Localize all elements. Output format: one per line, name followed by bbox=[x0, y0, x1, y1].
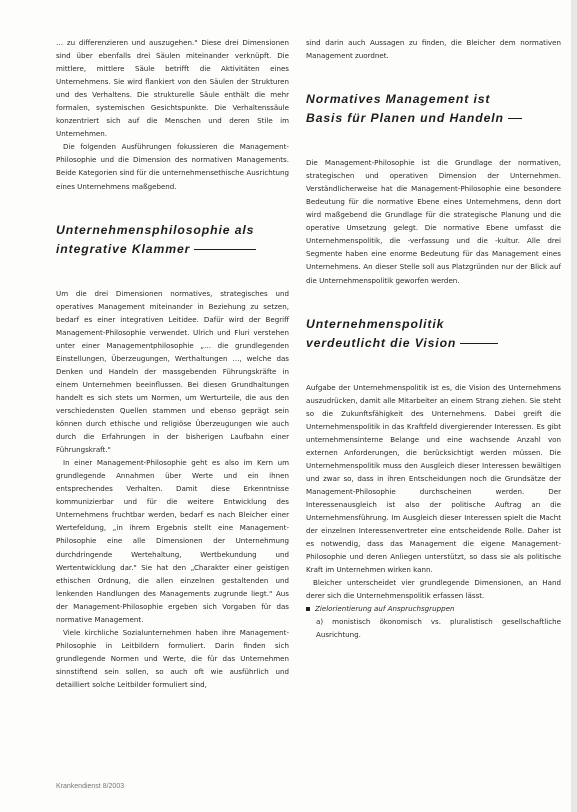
paragraph: … zu differenzieren und auszugehen." Diese drei Dimensionen sind über ebenfalls drei Säulen miteinander verknüpft. Die mittlere, mittlere Säule betrifft die Aktivitäten eines Unternehmens. Sie wird flankiert von den Säulen der Strukturen und des Verhaltens. Die strukturelle Säule enthält die mehr formalen, systemischen Gesichtspunkte. Die Verhaltenssäule konzentriert sich auf die Menschen und deren Stile im Unternehmen. bbox=[56, 38, 289, 139]
heading-line: Unternehmenspolitik bbox=[306, 316, 445, 331]
bullet-subitem: a) monistisch ökonomisch vs. pluralistisch gesellschaftliche Ausrichtung. bbox=[316, 617, 561, 640]
left-column bbox=[56, 36, 289, 691]
paragraph: Die folgenden Ausführungen fokussieren die Management-Philosophie und die Dimension des normativen Managements. Beide Kategorien sind für die unternehmensethische Ausrichtung eines Unternehmens maßgebend. bbox=[56, 142, 289, 191]
heading-line: Basis für Planen und Handeln bbox=[306, 111, 504, 126]
paragraph: Bleicher unterscheidet vier grundlegende Dimensionen, an Hand derer sich die Unternehmenspolitik erfassen lässt. bbox=[306, 578, 561, 601]
paragraph: In einer Management-Philosophie geht es also im Kern um grundlegende Annahmen über Werte und ein ihnen entsprechendes Verhalten. Damit diese Erkenntnisse kommunizierbar und für die weitere Entwicklung des Unternehmens fruchtbar werden, bedarf es nach Bleicher einer Wertefeldung, „in ihrem Ergebnis stellt eine Management-Philosophie eine alle Dimensionen der Unternehmung durchdringende Wertehaltung, Wertbekundung und Wertentwicklung dar." Sie hat den „Charakter einer geistigen ethischen Ordnung, die allen einzelnen gestaltenden und lenkenden Handlungen des Managements zugrunde liegt." Aus der Management-Philosophie ergeben sich Vorgaben für das normative Management. bbox=[56, 458, 289, 624]
paragraph: Viele kirchliche Sozialunternehmen haben ihre Management-Philosophie in Leitbildern formuliert. Darin finden sich grundlegende Normen und Werte, die für das Unternehmen sinnstiftend sein sollen, so auch oft wie ausführlich und detailliert solche Leitbilder formuliert sind, bbox=[56, 627, 289, 689]
paragraph: Um die drei Dimensionen normatives, strategisches und operatives Management miteinander in Beziehung zu setzen, bedarf es einer integrativen Leitidee. Dafür wird der Begriff Management-Philosophie verwendet. Ulrich und Fluri verstehen unter einer Managementphilosophie „… die grundlegenden Einstellungen, Überzeugungen, Werthaltungen …, welche das Denken und Handeln der massgebenden Führungskräfte in einem Unternehmen beeinflussen. Bei diesen Grundhaltungen handelt es sich stets um Normen, um Werturteile, die aus den verschiedensten Quellen stammen und ebenso geprägt sein können durch ethische und religiöse Überzeugungen wie auch durch die Erfahrungen in der bisherigen Laufbahn einer Führungskraft." bbox=[56, 288, 289, 455]
heading-line: verdeutlicht die Vision bbox=[306, 335, 457, 350]
paragraph: Die Management-Philosophie ist die Grundlage der normativen, strategischen und operativen Dimension der Unternehmen. Verständlicherweise hat die Management-Philosophie eine besondere Bedeutung für die normative Ebene eines Unternehmens, denn dort wird maßgebend die Grundlage für die strategische Planung und die operative Umsetzung gelegt. Die normative Ebene umfasst die Unternehmenspolitik, die -verfassung und die -kultur. Alle drei Segmente haben eine enorme Bedeutung für das Management eines Unternehmens. An dieser Stelle soll aus Platzgründen nur der Blick auf die Unternehmenspolitik geworfen werden. bbox=[306, 158, 561, 285]
heading-line: Unternehmensphilosophie als bbox=[56, 222, 255, 237]
section-heading bbox=[56, 221, 289, 259]
right-column bbox=[306, 36, 561, 642]
square-bullet-icon bbox=[306, 607, 310, 611]
paragraph: Aufgabe der Unternehmenspolitik ist es, die Vision des Unternehmens auszudrücken, damit alle Mitarbeiter an einem Strang ziehen. Sie steht so die Zukunftsfähigkeit des Unternehmens. Dabei greift die Unternehmenspolitik in das Kraftfeld divergierender Interessen. Es gibt unternehmensinterne Belange und eine wachsende Anzahl von externen Anforderungen, die berücksichtigt werden müssen. Die Unternehmenspolitik muss den Ausgleich dieser Interessen bewältigen und zwar so, dass in ihren Entscheidungen noch die Grundsätze der Management-Philosophie durchscheinen werden. Der Interessenausgleich ist also der politische Auftrag an die Unternehmensführung. Im Ausgleich dieser Interessen spielt die Macht der einzelnen Interessenvertreter eine entscheidende Rolle. Daher ist es notwendig, dass das Management die eigene Management-Philosophie und deren Anliegen unterstützt, so dass sie als politische Kraft im Unternehmen wirken kann. bbox=[306, 382, 561, 575]
paragraph: sind darin auch Aussagen zu finden, die Bleicher dem normativen Management zuordnet. bbox=[306, 38, 561, 61]
bullet-item bbox=[306, 602, 561, 615]
heading-rule bbox=[194, 249, 256, 250]
page-footer: Krankendienst 8/2003 bbox=[56, 783, 125, 790]
section-heading bbox=[306, 90, 561, 128]
heading-line: integrative Klammer bbox=[56, 241, 191, 256]
heading-line: Normatives Management ist bbox=[306, 92, 491, 107]
heading-rule bbox=[460, 343, 498, 344]
page-edge bbox=[571, 0, 577, 812]
section-heading bbox=[306, 315, 561, 353]
bullet-title: Zielorientierung auf Anspruchsgruppen bbox=[315, 604, 455, 614]
heading-rule bbox=[508, 118, 522, 119]
